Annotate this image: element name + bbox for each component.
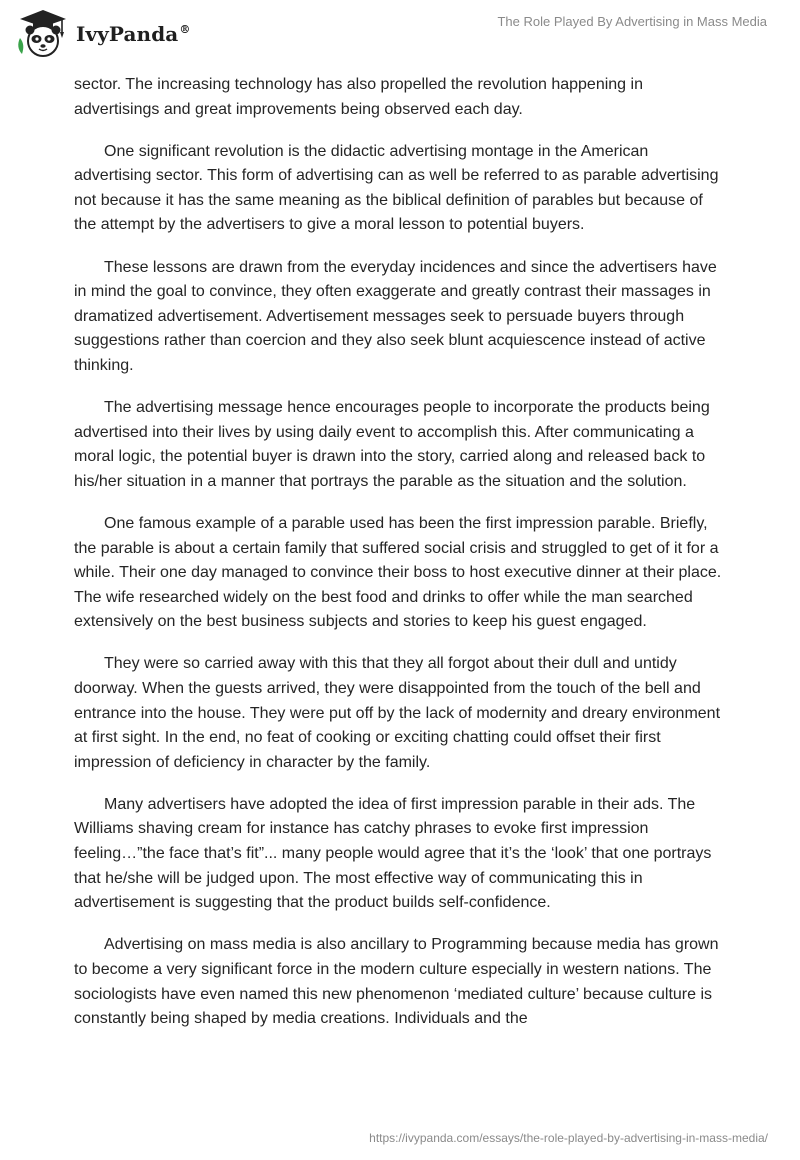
brand-name: IvyPanda® (76, 22, 191, 46)
paragraph: Advertising on mass media is also ancillary to Programming because media has grown to become a very significant force in the modern culture especially in western nations. The sociologists have even named this new phenomenon ‘mediated culture’ because culture is constantly being shaped by media creations. Individuals and the (74, 936, 719, 1028)
ivypanda-logo[interactable] (16, 8, 190, 60)
page-header (0, 0, 800, 70)
paragraph: One significant revolution is the didactic advertising montage in the American advertising sector. This form of advertising can as well be referred to as parable advertising not because it has the same meaning as the biblical definition of parables but because of the attempt by the advertisers to give a moral lesson to potential buyers. (74, 142, 719, 234)
paragraph: Many advertisers have adopted the idea of first impression parable in their ads. The Williams shaving cream for instance has catchy phrases to evoke first impression feeling…”the face that’s fit”... many people would agree that it’s the ‘look’ that one portrays that he/she will be judged upon. The most effective way of communicating this in advertisement is suggesting that the product builds self-confidence. (74, 795, 712, 912)
panda-graduate-icon (16, 8, 70, 60)
paragraph: They were so carried away with this that they all forgot about their dull and untidy doorway. When the guests arrived, they were disappointed from the touch of the bell and entrance into the house. They were put off by the lack of modernity and dreary environment at first sight. In the end, no feat of cooking or exciting chatting could offset their first impression of deficiency in character by the family. (74, 655, 721, 771)
source-url-link[interactable]: https://ivypanda.com/essays/the-role-played-by-advertising-in-mass-media/ (369, 1131, 768, 1145)
essay-body (74, 73, 728, 1049)
paragraph: The advertising message hence encourages people to incorporate the products being advertised into their lives by using daily event to accomplish this. After communicating a moral logic, the potential buyer is drawn into the story, carried along and released back to his/her situation in a manner that portrays the parable as the situation and the solution. (74, 399, 710, 490)
paragraph: These lessons are drawn from the everyday incidences and since the advertisers have in mind the goal to convince, they often exaggerate and greatly contrast their massages in dramatized advertisement. Advertisement messages seek to persuade buyers through suggestions rather than coercion and they also seek blunt acquiescence instead of active thinking. (74, 258, 717, 374)
document-title: The Role Played By Advertising in Mass Media (497, 14, 767, 29)
paragraph: One famous example of a parable used has been the first impression parable. Briefly, the parable is about a certain family that suffered social crisis and struggled to get of it for a while. Their one day managed to convince their boss to host executive dinner at their place. The wife researched widely on the best food and drinks to offer while the man searched extensively on the best business subjects and stories to keep his guest engaged. (74, 514, 722, 631)
paragraph: sector. The increasing technology has also propelled the revolution happening in advertisings and great improvements being observed each day. (74, 76, 643, 118)
